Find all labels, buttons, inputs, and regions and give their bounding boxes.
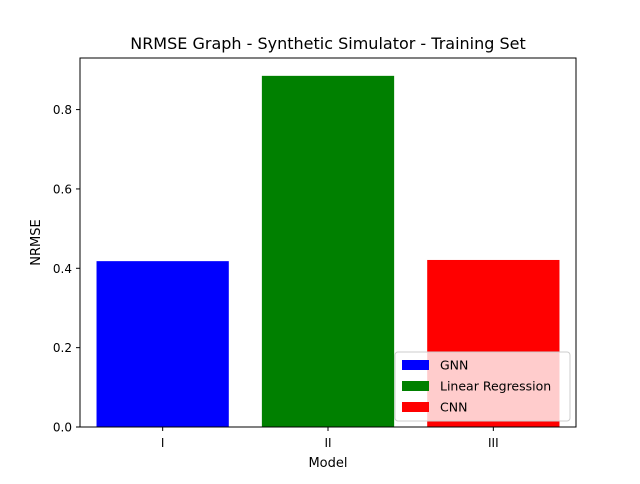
bar-I xyxy=(97,261,229,427)
x-tick-label-I: I xyxy=(160,436,165,450)
x-axis-label: Model xyxy=(308,456,348,471)
y-tick-label: 0.0 xyxy=(52,420,72,435)
y-axis-label: NRMSE xyxy=(29,219,44,266)
y-tick-label: 0.2 xyxy=(52,341,72,356)
bar-II xyxy=(262,76,394,427)
y-tick-label: 0.8 xyxy=(52,103,72,118)
x-axis xyxy=(161,427,499,450)
y-tick-label: 0.6 xyxy=(52,182,72,197)
x-tick-label-III: III xyxy=(488,436,499,450)
legend-swatch-linear-regression xyxy=(402,381,429,391)
legend-label-linear-regression: Linear Regression xyxy=(440,378,552,394)
chart-title: NRMSE Graph - Synthetic Simulator - Training Set xyxy=(130,34,526,53)
x-tick-label-II: II xyxy=(324,436,332,450)
legend-label-cnn: CNN xyxy=(440,399,468,415)
y-axis xyxy=(53,103,80,434)
legend-swatch-gnn xyxy=(402,360,429,370)
legend xyxy=(395,352,570,421)
y-tick-label: 0.4 xyxy=(52,261,72,276)
legend-swatch-cnn xyxy=(402,402,429,412)
legend-label-gnn: GNN xyxy=(440,357,469,373)
